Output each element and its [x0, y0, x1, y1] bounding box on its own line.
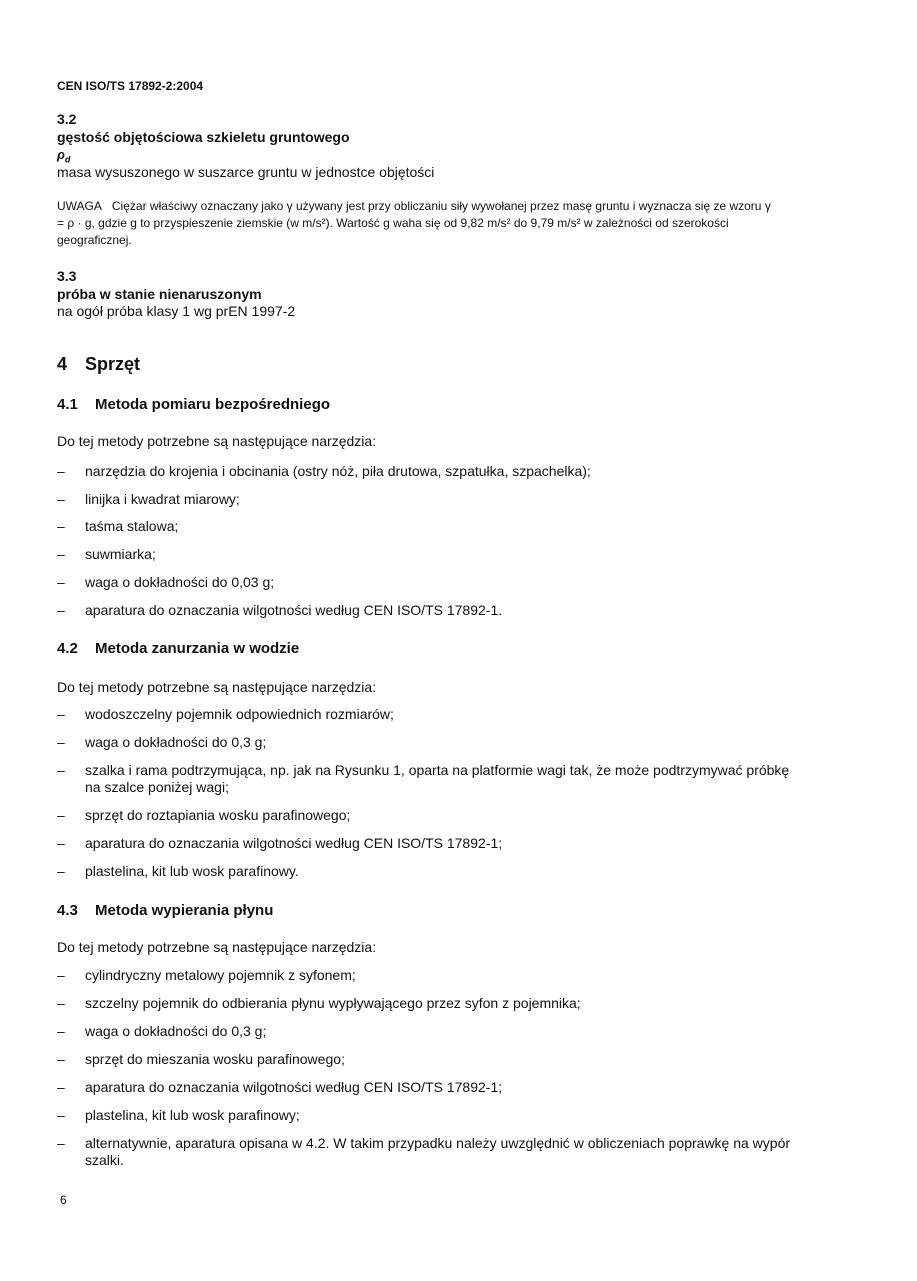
subsection-heading	[57, 640, 299, 657]
list-dash: –	[57, 995, 65, 1011]
subsection-title: Metoda pomiaru bezpośredniego	[95, 396, 331, 413]
subsection-heading	[57, 902, 273, 919]
list-item	[57, 1023, 792, 1040]
list-dash: –	[57, 734, 65, 750]
list-item-text: szalka i rama podtrzymująca, np. jak na Rysunku 1, oparta na platformie wagi tak, że może podtrzymywać próbkę na szalce poniżej wagi;	[85, 762, 790, 795]
term-number: 3.3	[57, 268, 77, 284]
list-item	[57, 1135, 792, 1169]
list-item	[57, 574, 792, 591]
list-item-text: alternatywnie, aparatura opisana w 4.2. W takim przypadku należy uwzględnić w obliczeniach poprawkę na wypór szalki.	[85, 1135, 791, 1168]
list-dash: –	[57, 1135, 65, 1151]
list-dash: –	[57, 863, 65, 879]
list-item	[57, 807, 792, 824]
list-item-text: aparatura do oznaczania wilgotności według CEN ISO/TS 17892-1;	[85, 835, 503, 851]
list-item-text: wodoszczelny pojemnik odpowiednich rozmiarów;	[85, 706, 394, 722]
section-heading	[57, 354, 140, 375]
list-item	[57, 518, 792, 535]
list-item	[57, 463, 792, 480]
list-item	[57, 734, 792, 751]
list-dash: –	[57, 518, 65, 534]
symbol-subscript: d	[64, 154, 71, 165]
list-item-text: aparatura do oznaczania wilgotności według CEN ISO/TS 17892-1.	[85, 602, 503, 618]
subsection-title: Metoda zanurzania w wodzie	[95, 640, 300, 657]
list-item	[57, 762, 792, 796]
list-item-text: plastelina, kit lub wosk parafinowy.	[85, 863, 299, 879]
page-number: 6	[60, 1193, 67, 1207]
list-dash: –	[57, 491, 65, 507]
list-dash: –	[57, 602, 65, 618]
list-item-text: waga o dokładności do 0,3 g;	[85, 734, 267, 750]
term-title: gęstość objętościowa szkieletu gruntowego	[57, 129, 350, 145]
list-dash: –	[57, 463, 65, 479]
list-dash: –	[57, 1107, 65, 1123]
list-item-text: linijka i kwadrat miarowy;	[85, 491, 240, 507]
note-label: UWAGA	[57, 199, 102, 213]
list-item	[57, 835, 792, 852]
list-dash: –	[57, 835, 65, 851]
list-dash: –	[57, 574, 65, 590]
term-number: 3.2	[57, 111, 77, 127]
list-item	[57, 602, 792, 619]
term-symbol	[57, 147, 70, 165]
note	[57, 198, 777, 249]
list-intro: Do tej metody potrzebne są następujące narzędzia:	[57, 433, 377, 449]
list-item	[57, 967, 792, 984]
list-dash: –	[57, 807, 65, 823]
section-title: Sprzęt	[85, 354, 141, 374]
list-item-text: waga o dokładności do 0,03 g;	[85, 574, 275, 590]
subsection-title: Metoda wypierania płynu	[95, 902, 274, 919]
list-item	[57, 995, 792, 1012]
subsection-heading	[57, 396, 330, 413]
list-item-text: suwmiarka;	[85, 546, 156, 562]
section-number: 4	[57, 354, 68, 374]
list-intro: Do tej metody potrzebne są następujące narzędzia:	[57, 939, 377, 955]
list-dash: –	[57, 546, 65, 562]
list-item-text: aparatura do oznaczania wilgotności według CEN ISO/TS 17892-1;	[85, 1079, 503, 1095]
list-dash: –	[57, 967, 65, 983]
list-item	[57, 1051, 792, 1068]
list-dash: –	[57, 1023, 65, 1039]
subsection-number: 4.3	[57, 902, 78, 919]
subsection-number: 4.2	[57, 640, 78, 657]
term-definition: na ogół próba klasy 1 wg prEN 1997-2	[57, 303, 296, 319]
list-item-text: waga o dokładności do 0,3 g;	[85, 1023, 267, 1039]
list-item	[57, 706, 792, 723]
list-item	[57, 546, 792, 563]
list-item	[57, 1107, 792, 1124]
list-item-text: cylindryczny metalowy pojemnik z syfonem;	[85, 967, 356, 983]
symbol-rho: ρ	[57, 147, 65, 162]
list-intro: Do tej metody potrzebne są następujące narzędzia:	[57, 679, 377, 695]
list-item	[57, 863, 792, 880]
list-item-text: narzędzia do krojenia i obcinania (ostry nóż, piła drutowa, szpatułka, szpachelka);	[85, 463, 591, 479]
list-item-text: sprzęt do mieszania wosku parafinowego;	[85, 1051, 345, 1067]
list-dash: –	[57, 706, 65, 722]
list-item	[57, 491, 792, 508]
term-title: próba w stanie nienaruszonym	[57, 286, 262, 302]
list-item-text: taśma stalowa;	[85, 518, 179, 534]
list-item-text: szczelny pojemnik do odbierania płynu wypływającego przez syfon z pojemnika;	[85, 995, 581, 1011]
list-dash: –	[57, 1051, 65, 1067]
list-item-text: sprzęt do roztapiania wosku parafinowego;	[85, 807, 351, 823]
list-item	[57, 1079, 792, 1096]
document-header: CEN ISO/TS 17892-2:2004	[57, 79, 204, 93]
term-definition: masa wysuszonego w suszarce gruntu w jednostce objętości	[57, 164, 435, 180]
note-text: Ciężar właściwy oznaczany jako γ używany jest przy obliczaniu siły wywołanej przez masę gruntu i wyznacza się ze wzoru γ = ρ · g, gdzie g to przyspieszenie ziemskie (w m/s²). Wartość g waha się od 9,82 m/s² do 9,79 m/s² w zależności od szerokości geograficznej.	[57, 199, 771, 247]
list-dash: –	[57, 762, 65, 778]
list-item-text: plastelina, kit lub wosk parafinowy;	[85, 1107, 300, 1123]
subsection-number: 4.1	[57, 396, 78, 413]
list-dash: –	[57, 1079, 65, 1095]
